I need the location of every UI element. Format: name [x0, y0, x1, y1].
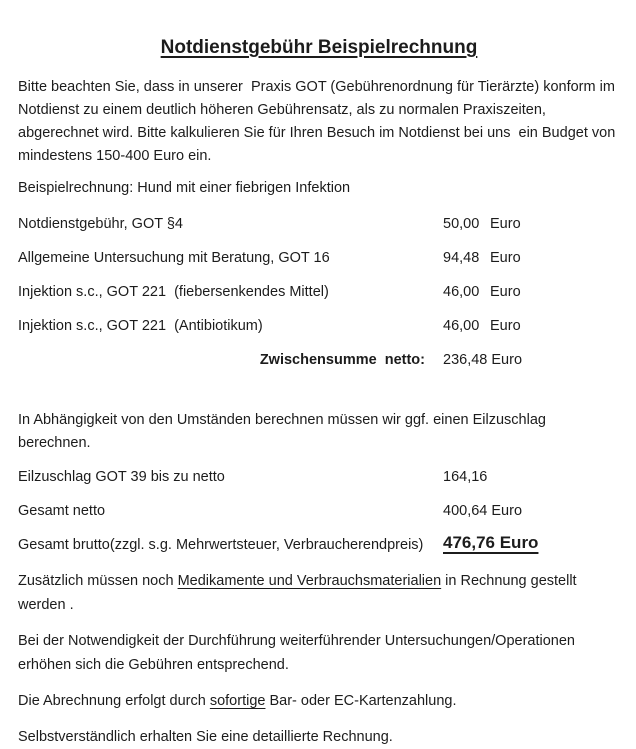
payment-underlined: sofortige [209, 693, 266, 709]
surcharge-row [18, 466, 620, 489]
example-case-label: Beispielrechnung: Hund mit einer fiebrigen Infektion [18, 180, 351, 196]
document-title-text: Notdienstgebühr Beispielrechnung [160, 37, 478, 58]
fee-row [18, 213, 620, 236]
fee-amount: 46,00 [443, 284, 480, 300]
fee-label: Injektion s.c., GOT 221 (Antibiotikum) [18, 318, 263, 334]
payment-prefix: Die Abrechnung erfolgt durch [18, 693, 210, 709]
fee-row [18, 315, 620, 338]
subtotal-label: Zwischensumme netto: [259, 352, 425, 368]
fee-amount: 94,48 [443, 250, 480, 266]
surcharge-label: Eilzuschlag GOT 39 bis zu netto [18, 469, 225, 485]
surcharge-amount: 164,16 [443, 469, 488, 485]
document-title [18, 36, 620, 59]
grand-total-label: Gesamt brutto(zzgl. s.g. Mehrwertsteuer, Verbraucherendpreis) [18, 537, 424, 553]
fee-row [18, 281, 620, 304]
additional-costs-suffix: in Rechnung gestellt werden . [18, 573, 577, 613]
fee-label: Notdienstgebühr, GOT §4 [18, 216, 183, 232]
fee-unit: Euro [490, 318, 521, 334]
payment-note [18, 689, 620, 713]
additional-costs-note [18, 569, 620, 617]
grand-total-row [18, 534, 620, 557]
further-procedures-note: Bei der Notwendigkeit der Durchführung weiterführender Untersuchungen/Operationen erhöhen sich die Gebühren entsprechend. [18, 633, 575, 673]
subtotal-row [18, 349, 620, 372]
receipt-note: Selbstverständlich erhalten Sie eine detaillierte Rechnung. [18, 729, 393, 745]
surcharge-note: In Abhängigkeit von den Umständen berechnen müssen wir ggf. einen Eilzuschlag berechnen. [18, 412, 546, 451]
fee-label: Injektion s.c., GOT 221 (fiebersenkendes Mittel) [18, 284, 329, 300]
fee-label: Allgemeine Untersuchung mit Beratung, GOT 16 [18, 250, 330, 266]
subtotal-amount: 236,48 Euro [443, 352, 523, 368]
additional-costs-prefix: Zusätzlich müssen noch [18, 573, 178, 589]
surcharge-row [18, 500, 620, 523]
intro-paragraph: Bitte beachten Sie, dass in unserer Praxis GOT (Gebührenordnung für Tierärzte) konform im Notdienst zu einem deutlich höheren Gebührensatz, als zu normalen Praxiszeiten, abgerechnet wird. Bitte kalkulieren Sie für Ihren Besuch im Notdienst bei uns ein Budget von mindestens 150-400 Euro ein. [18, 79, 620, 164]
surcharge-amount: 400,64 Euro [443, 503, 523, 519]
grand-total-amount: 476,76 Euro [443, 533, 539, 552]
fee-amount: 50,00 [443, 216, 480, 232]
fee-row [18, 247, 620, 270]
surcharge-label: Gesamt netto [18, 503, 106, 519]
fee-unit: Euro [490, 250, 521, 266]
fee-amount: 46,00 [443, 318, 480, 334]
payment-suffix: Bar- oder EC-Kartenzahlung. [265, 693, 457, 709]
fee-unit: Euro [490, 284, 521, 300]
fee-unit: Euro [490, 216, 521, 232]
additional-costs-underlined: Medikamente und Verbrauchsmaterialien [177, 573, 442, 589]
